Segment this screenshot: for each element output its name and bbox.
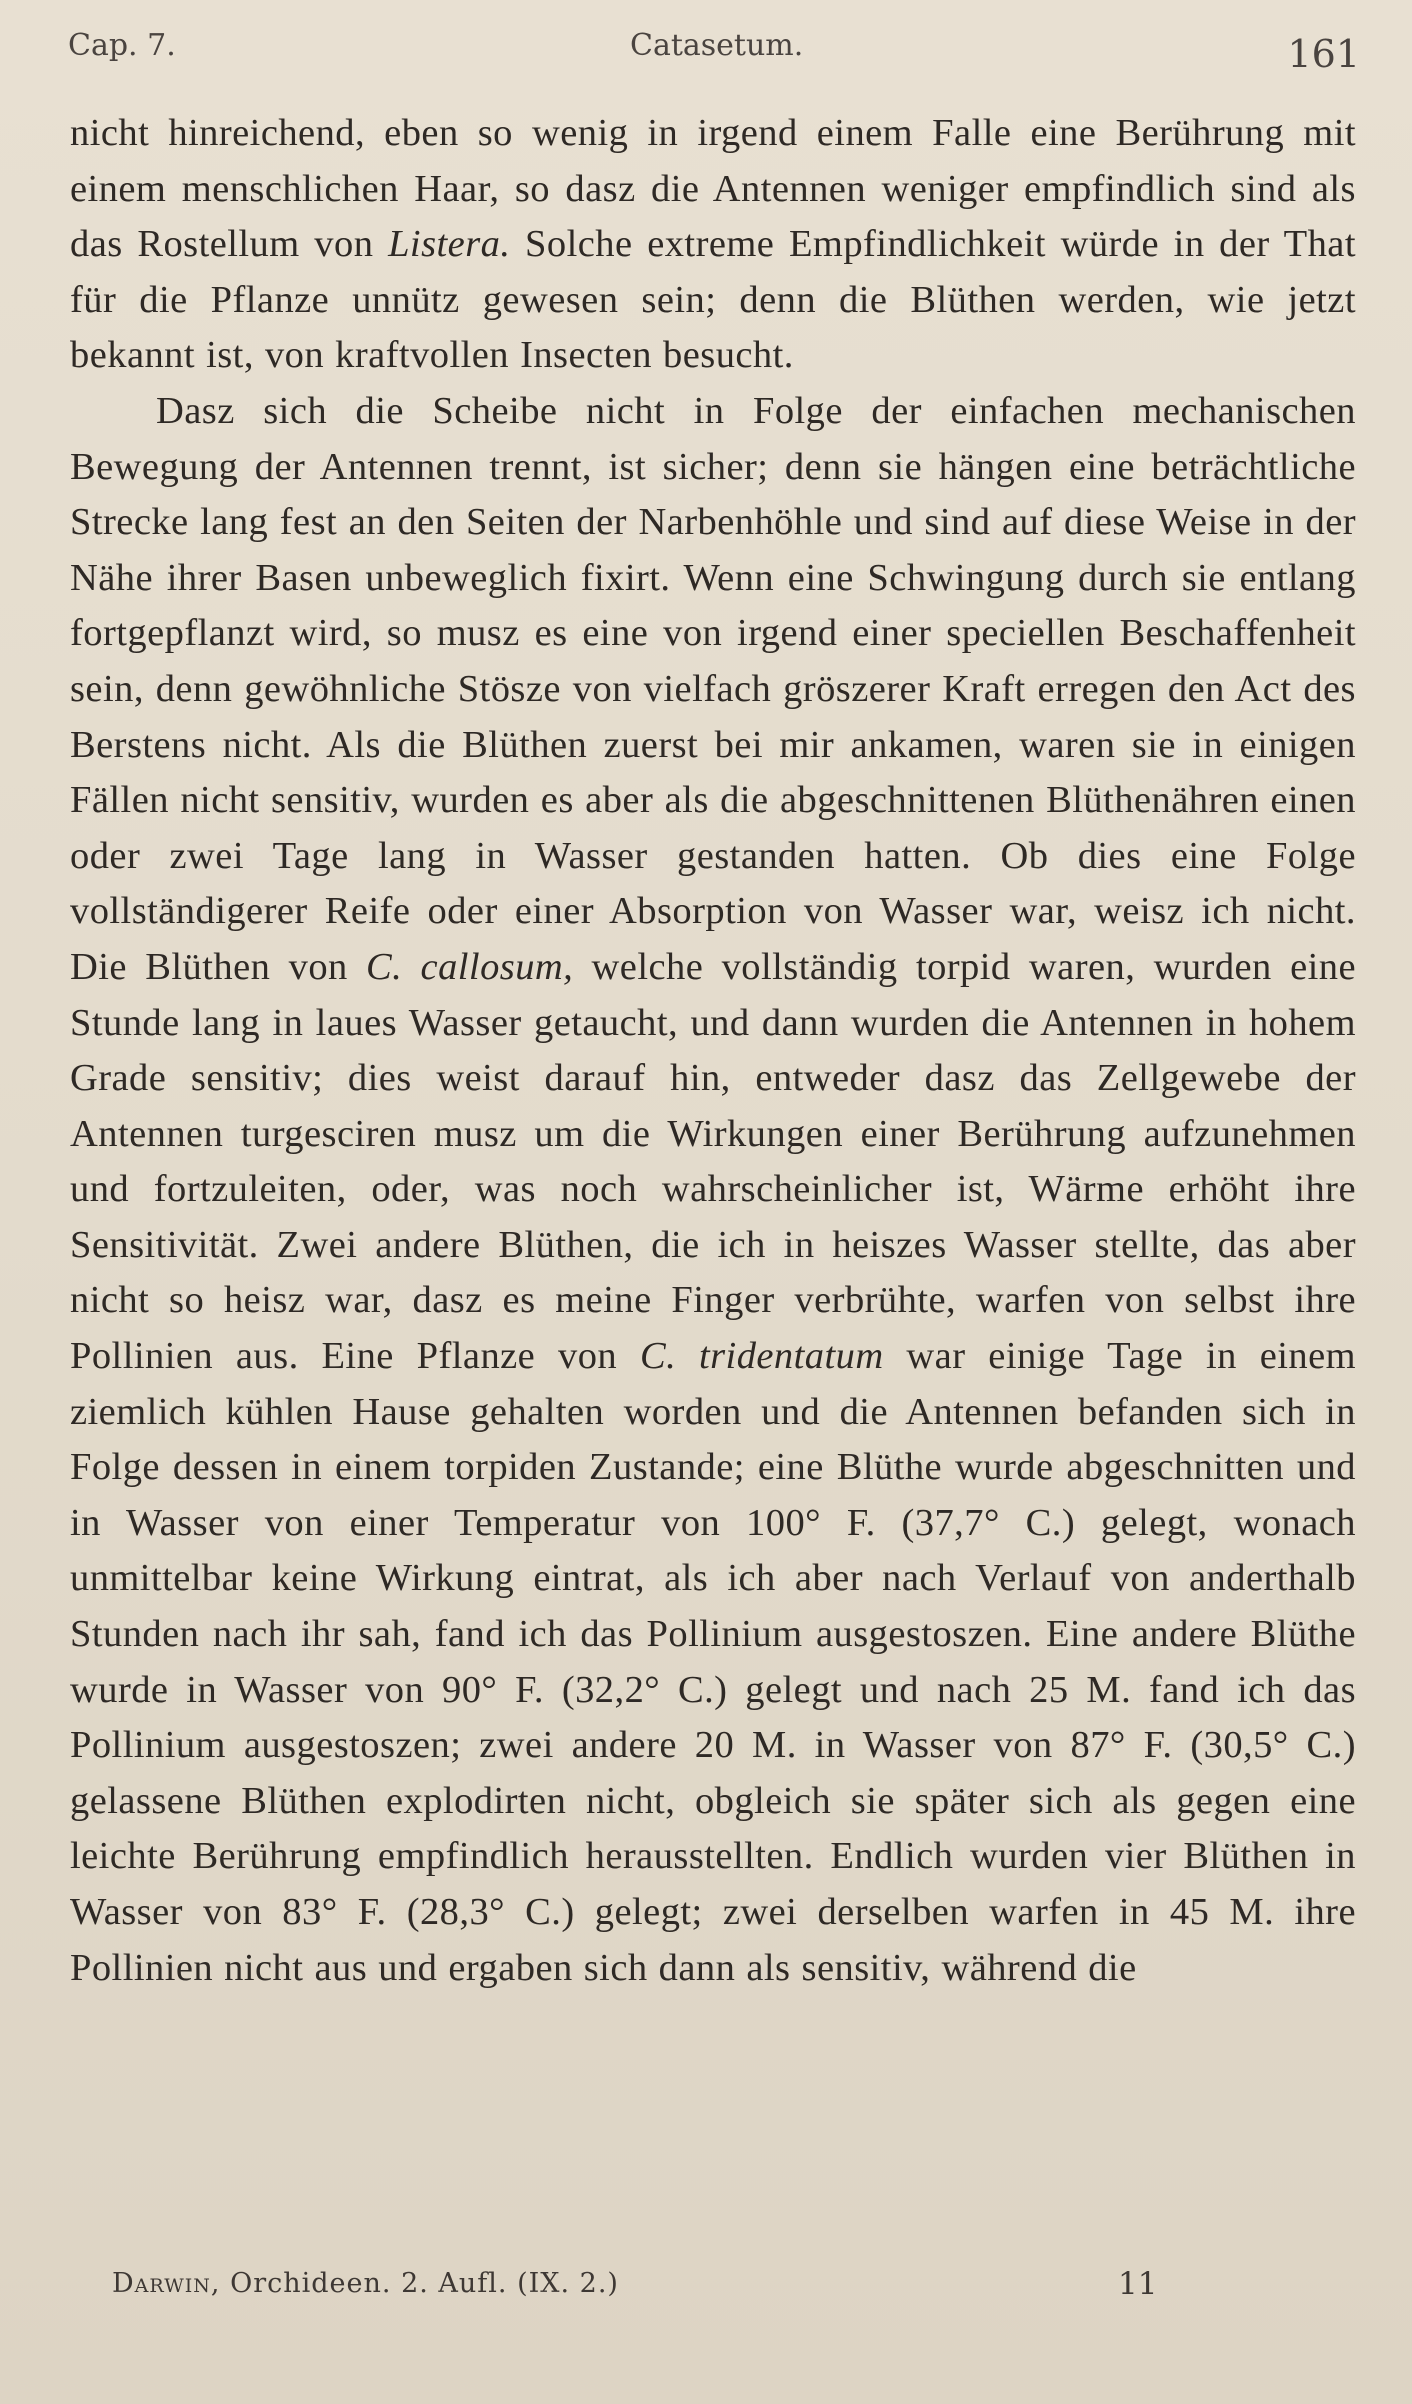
text-run: Dasz sich die Scheibe nicht in Folge der einfachen mechanischen Bewegung der Antennen trennt, ist sicher; denn sie hängen eine beträchtliche Strecke lang fest an den Seiten der Narbenhöhle und sind auf diese Weise in der Nähe ihrer Basen unbeweglich fixirt. Wenn eine Schwingung durch sie entlang fortgepflanzt wird, so musz es eine von irgend einer speciellen Beschaffenheit sein, denn gewöhnliche Stösze von vielfach gröszerer Kraft erregen den Act des Berstens nicht. Als die Blüthen zuerst bei mir ankamen, waren sie in einigen Fällen nicht sensitiv, wurden es aber als die abgeschnittenen Blüthenähren einen oder zwei Tage lang in Wasser gestanden hatten. Ob dies eine Folge vollständigerer Reife oder einer Absorption von Wasser war, weisz ich nicht. Die Blüthen von (70, 389, 1356, 988)
paragraph (70, 106, 1356, 384)
paragraph (70, 384, 1356, 1996)
sheet-number: 11 (1118, 2266, 1158, 2302)
running-title: Catasetum. (630, 28, 804, 63)
text-run: Solche extreme Empfindlichkeit würde in der That für die Pflanze unnütz gewesen sein; denn die Blüthen werden, wie jetzt bekannt ist, von kraftvollen Insecten besucht. (70, 223, 1356, 377)
signature-title: Orchideen. 2. Aufl. (IX. 2.) (220, 2268, 619, 2299)
running-head (68, 28, 1360, 78)
signature-author: Darwin, (112, 2268, 221, 2299)
text-run: welche vollständig torpid waren, wurden eine Stunde lang in laues Wasser getaucht, und dann wurden die Antennen in hohem Grade sensitiv; dies weist darauf hin, entweder dasz das Zellgewebe der Antennen turgesciren musz um die Wirkungen einer Berührung aufzunehmen und fortzuleiten, oder, was noch wahrscheinlicher ist, Wärme erhöht ihre Sensitivität. Zwei andere Blüthen, die ich in heiszes Wasser stellte, das aber nicht so heisz war, dasz es meine Finger verbrühte, warfen von selbst ihre Pollinien aus. Eine Pflanze von (70, 945, 1356, 1378)
text-run: war einige Tage in einem ziemlich kühlen Hause gehalten worden und die Antennen befanden sich in Folge dessen in einem torpiden Zustande; eine Blüthe wurde abgeschnitten und in Wasser von einer Temperatur von 100° F. (37,7° C.) gelegt, wonach unmittelbar keine Wirkung eintrat, als ich aber nach Verlauf von anderthalb Stunden nach ihr sah, fand ich das Pollinium ausgestoszen. Eine andere Blüthe wurde in Wasser von 90° F. (32,2° C.) gelegt und nach 25 M. fand ich das Pollinium ausgestoszen; zwei andere 20 M. in Wasser von 87° F. (30,5° C.) gelassene Blüthen explodirten nicht, obgleich sie später sich als gegen eine leichte Berührung empfindlich herausstellten. Endlich wurden vier Blüthen in Wasser von 83° F. (28,3° C.) gelegt; zwei derselben warfen in 45 M. ihre Pollinien nicht aus und ergaben sich dann als sensitiv, während die (70, 1335, 1357, 1989)
italic-text: C. tridentatum (639, 1335, 884, 1378)
body-text (70, 106, 1356, 1996)
chapter-label: Cap. 7. (68, 28, 176, 63)
page-number: 161 (1287, 32, 1360, 76)
italic-text: C. callosum, (366, 945, 574, 988)
printer-signature (112, 2268, 619, 2299)
italic-text: Listera. (388, 223, 511, 266)
text-run: nicht hinreichend, eben so wenig in irgend einem Falle eine Berührung mit einem menschlichen Haar, so dasz die Antennen weniger empfindlich sind als das Rostellum von (70, 112, 1356, 266)
